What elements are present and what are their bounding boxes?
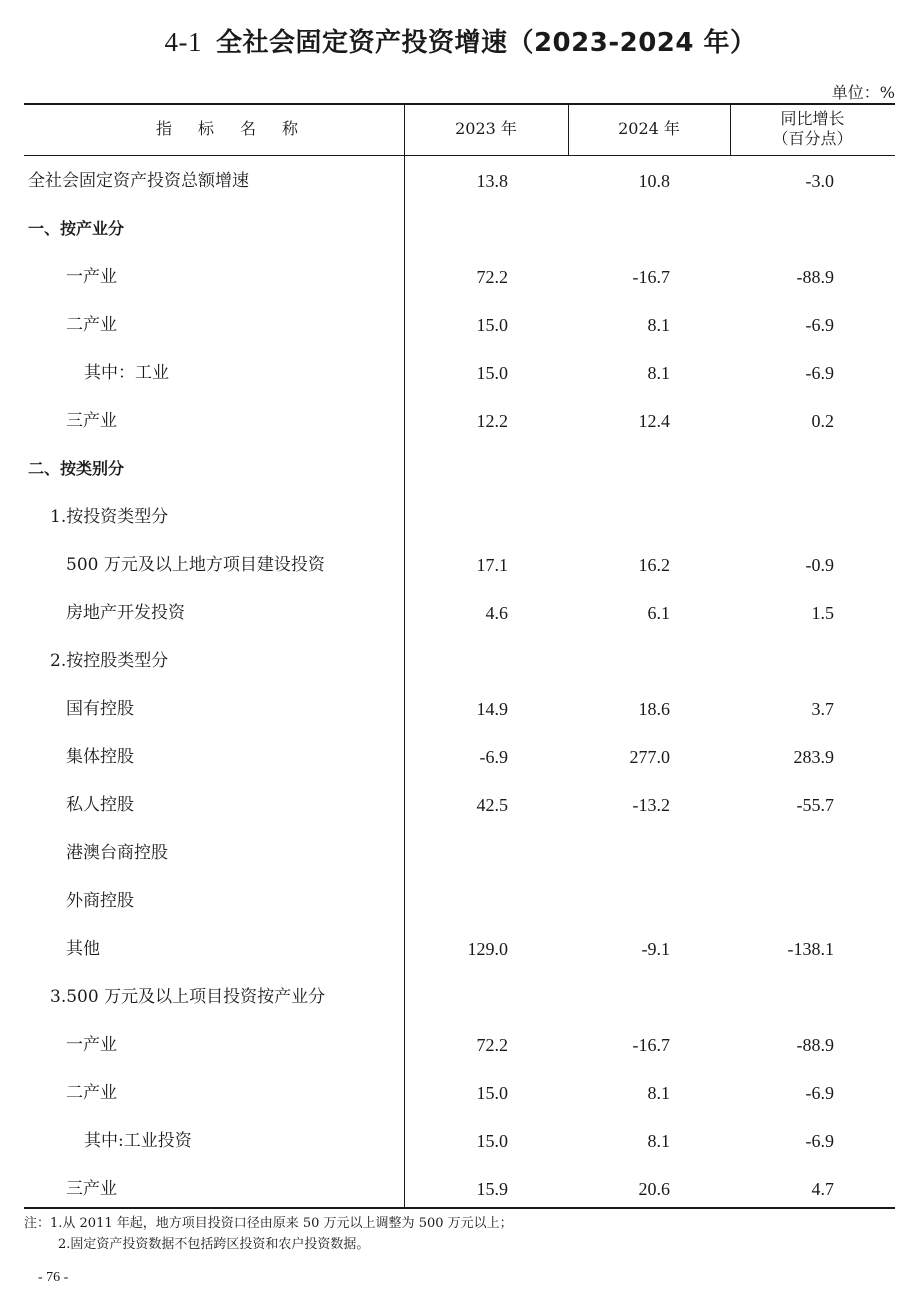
row-label: 2.按控股类型分 <box>50 651 169 671</box>
footnotes <box>24 1213 513 1255</box>
row-label: 私人控股 <box>66 795 134 815</box>
page-title <box>0 22 921 59</box>
value-2023 <box>404 205 508 253</box>
table-row <box>24 445 895 493</box>
table-row <box>24 253 895 301</box>
value-yoy-change: -6.9 <box>805 1083 834 1103</box>
table-row <box>24 589 895 637</box>
row-label: 其他 <box>66 939 100 959</box>
value-2024: 8.1 <box>647 1131 670 1151</box>
row-label: 一产业 <box>66 1035 117 1055</box>
table-row <box>24 493 895 541</box>
value-2024 <box>568 829 670 877</box>
value-yoy-change: -0.9 <box>805 555 834 575</box>
row-label: 外商控股 <box>66 891 134 911</box>
header-2023: 2023 年 <box>455 119 517 138</box>
table-row <box>24 685 895 733</box>
value-2023: 15.0 <box>476 1131 508 1151</box>
value-2024: -13.2 <box>632 795 670 815</box>
value-2023: 15.9 <box>476 1179 508 1199</box>
table-title: 全社会固定资产投资增速（2023-2024 年） <box>215 28 757 58</box>
value-2023: 17.1 <box>476 555 508 575</box>
value-yoy-change <box>730 877 834 925</box>
row-label: 二产业 <box>66 315 117 335</box>
row-label: 房地产开发投资 <box>66 603 185 623</box>
value-2023: 15.0 <box>476 363 508 383</box>
value-2023: 12.2 <box>476 411 508 431</box>
table-row <box>24 829 895 877</box>
row-label: 二、按类别分 <box>28 459 125 478</box>
value-2024: -16.7 <box>632 267 670 287</box>
row-label: 二产业 <box>66 1083 117 1103</box>
value-yoy-change <box>730 493 834 541</box>
footnote-1: 注：1.从 2011 年起，地方项目投资口径由原来 50 万元以上调整为 500 万元以上； <box>24 1216 513 1231</box>
header-2024: 2024 年 <box>618 119 680 138</box>
table-row <box>24 1165 895 1213</box>
value-2024: 8.1 <box>647 1083 670 1103</box>
value-2023: 15.0 <box>476 315 508 335</box>
unit-label: 单位：% <box>831 83 895 102</box>
value-2024: -16.7 <box>632 1035 670 1055</box>
table-row <box>24 1117 895 1165</box>
table-row <box>24 973 895 1021</box>
table-row <box>24 397 895 445</box>
table-row <box>24 1069 895 1117</box>
value-2023: 4.6 <box>485 603 508 623</box>
value-yoy-change: 1.5 <box>811 603 834 623</box>
value-2024 <box>568 493 670 541</box>
value-2024: 8.1 <box>647 363 670 383</box>
value-2024: -9.1 <box>641 939 670 959</box>
value-yoy-change: -55.7 <box>796 795 834 815</box>
row-label: 其中：工业 <box>84 363 169 383</box>
row-label: 1.按投资类型分 <box>50 507 169 527</box>
row-label: 其中:工业投资 <box>84 1131 192 1151</box>
data-table <box>24 103 895 1209</box>
page-number: - 76 - <box>38 1270 69 1285</box>
table-row <box>24 925 895 973</box>
value-2024: 20.6 <box>638 1179 670 1199</box>
value-2023 <box>404 829 508 877</box>
value-2023 <box>404 973 508 1021</box>
value-2023: 129.0 <box>467 939 508 959</box>
row-label: 一、按产业分 <box>28 219 125 238</box>
row-label: 港澳台商控股 <box>66 843 168 863</box>
row-label: 3.500 万元及以上项目投资按产业分 <box>50 987 326 1007</box>
value-2024 <box>568 973 670 1021</box>
value-yoy-change: -88.9 <box>796 1035 834 1055</box>
table-row <box>24 157 895 205</box>
footnote-2: 2.固定资产投资数据不包括跨区投资和农户投资数据。 <box>58 1237 370 1252</box>
value-2023: 15.0 <box>476 1083 508 1103</box>
table-row <box>24 349 895 397</box>
value-2024 <box>568 445 670 493</box>
table-row <box>24 1021 895 1069</box>
value-yoy-change: -6.9 <box>805 363 834 383</box>
value-2024: 8.1 <box>647 315 670 335</box>
value-2023: 72.2 <box>476 267 508 287</box>
header-yoy-line1: 同比增长 <box>780 109 845 128</box>
header-bottom-rule <box>24 155 895 156</box>
table-row <box>24 301 895 349</box>
value-2023: 72.2 <box>476 1035 508 1055</box>
value-2023: 42.5 <box>476 795 508 815</box>
table-row <box>24 637 895 685</box>
table-row <box>24 781 895 829</box>
row-label: 集体控股 <box>66 747 134 767</box>
value-yoy-change: 0.2 <box>811 411 834 431</box>
row-label: 三产业 <box>66 411 117 431</box>
header-yoy-line2: （百分点） <box>772 129 853 148</box>
table-row <box>24 205 895 253</box>
value-2024: 6.1 <box>647 603 670 623</box>
value-2023: 13.8 <box>476 171 508 191</box>
row-label: 三产业 <box>66 1179 117 1199</box>
value-yoy-change: 4.7 <box>811 1179 834 1199</box>
table-row <box>24 877 895 925</box>
row-label: 一产业 <box>66 267 117 287</box>
value-yoy-change: -6.9 <box>805 1131 834 1151</box>
value-2023 <box>404 637 508 685</box>
value-2024 <box>568 637 670 685</box>
value-yoy-change <box>730 637 834 685</box>
value-2024: 16.2 <box>638 555 670 575</box>
value-yoy-change <box>730 829 834 877</box>
value-yoy-change: -6.9 <box>805 315 834 335</box>
row-label: 500 万元及以上地方项目建设投资 <box>66 555 325 575</box>
value-2024: 277.0 <box>629 747 670 767</box>
value-yoy-change <box>730 973 834 1021</box>
header-indicator-name: 指标名称 <box>155 119 324 138</box>
value-2023 <box>404 877 508 925</box>
value-yoy-change: 3.7 <box>811 699 834 719</box>
value-2024: 12.4 <box>638 411 670 431</box>
table-number: 4-1 <box>164 27 202 57</box>
row-label: 全社会固定资产投资总额增速 <box>28 171 249 191</box>
value-2023 <box>404 445 508 493</box>
value-yoy-change: -138.1 <box>787 939 834 959</box>
row-label: 国有控股 <box>66 699 134 719</box>
value-2024: 10.8 <box>638 171 670 191</box>
value-2023: -6.9 <box>479 747 508 767</box>
table-row <box>24 733 895 781</box>
value-yoy-change <box>730 445 834 493</box>
value-yoy-change <box>730 205 834 253</box>
value-2023 <box>404 493 508 541</box>
value-yoy-change: -3.0 <box>805 171 834 191</box>
value-yoy-change: -88.9 <box>796 267 834 287</box>
value-2024 <box>568 877 670 925</box>
value-2024 <box>568 205 670 253</box>
table-row <box>24 541 895 589</box>
value-2024: 18.6 <box>638 699 670 719</box>
value-2023: 14.9 <box>476 699 508 719</box>
value-yoy-change: 283.9 <box>793 747 834 767</box>
header-yoy-change <box>730 104 895 154</box>
